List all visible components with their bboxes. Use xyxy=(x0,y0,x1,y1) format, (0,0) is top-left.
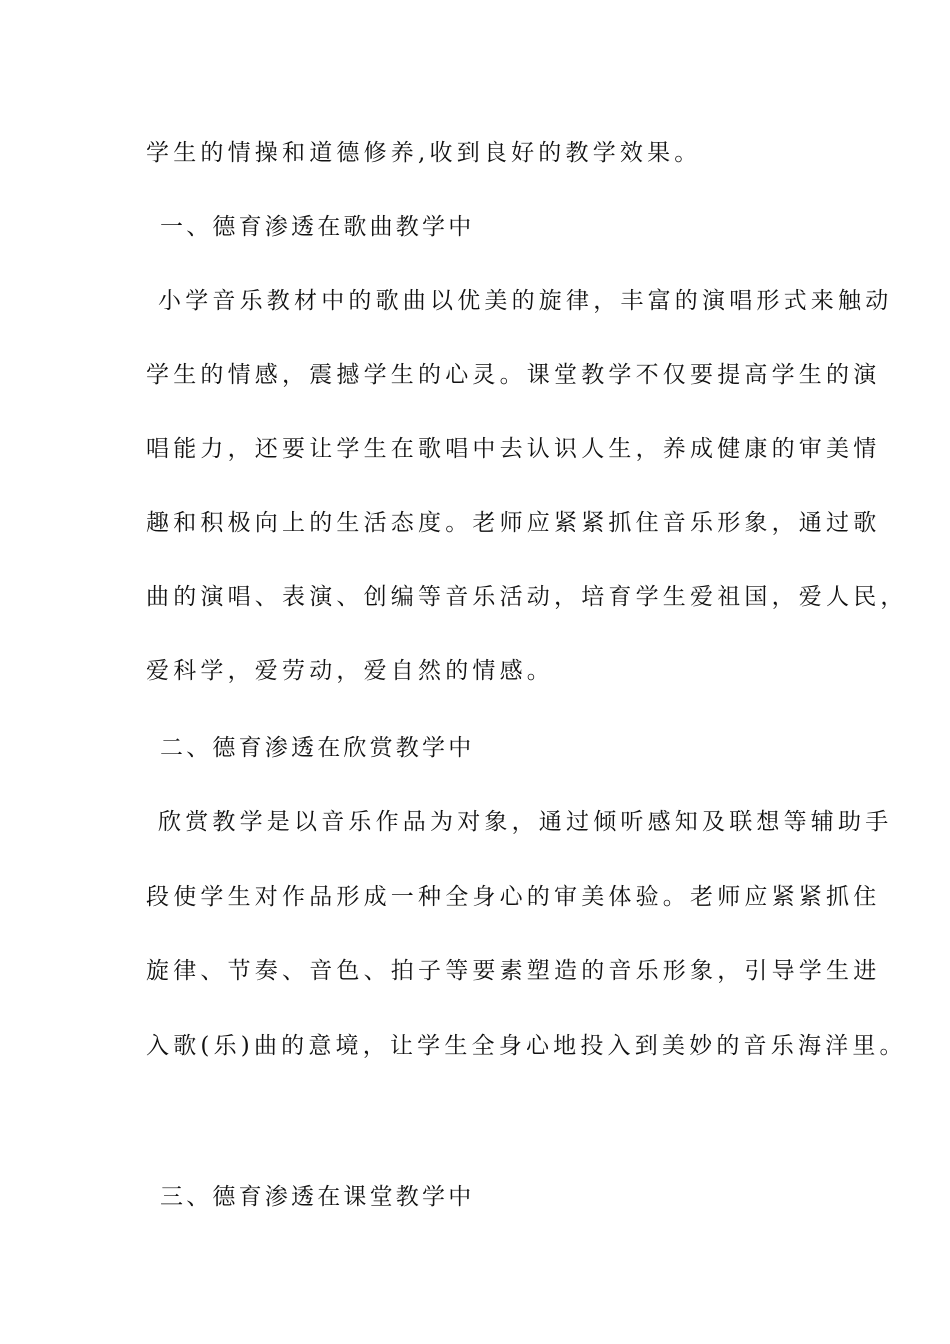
paragraph-line-4: 唱能力，还要让学生在歌唱中去认识人生，养成健康的审美情 xyxy=(146,436,881,462)
paragraph-line-9: 段使学生对作品形成一种全身心的审美体验。老师应紧紧抓住 xyxy=(146,884,881,910)
paragraph-line-2: 小学音乐教材中的歌曲以优美的旋律，丰富的演唱形式来触动 xyxy=(158,288,893,314)
paragraph-line-3: 学生的情感，震撼学生的心灵。课堂教学不仅要提高学生的演 xyxy=(146,362,881,388)
paragraph-line-7: 爱科学，爱劳动，爱自然的情感。 xyxy=(146,658,554,684)
paragraph-line-11: 入歌(乐)曲的意境，让学生全身心地投入到美妙的音乐海洋里。 xyxy=(146,1033,907,1059)
paragraph-line-5: 趣和积极向上的生活态度。老师应紧紧抓住音乐形象，通过歌 xyxy=(146,510,881,536)
section-heading-1: 一、德育渗透在歌曲教学中 xyxy=(160,214,475,240)
section-heading-2: 二、德育渗透在欣赏教学中 xyxy=(160,735,475,761)
paragraph-line-6: 曲的演唱、表演、创编等音乐活动，培育学生爱祖国，爱人民， xyxy=(146,584,908,610)
paragraph-line-10: 旋律、节奏、音色、拍子等要素塑造的音乐形象，引导学生进 xyxy=(146,958,881,984)
section-heading-3: 三、德育渗透在课堂教学中 xyxy=(160,1184,475,1210)
paragraph-line-8: 欣赏教学是以音乐作品为对象，通过倾听感知及联想等辅助手 xyxy=(158,809,893,835)
paragraph-line-1: 学生的情操和道德修养,收到良好的教学效果。 xyxy=(146,140,702,166)
